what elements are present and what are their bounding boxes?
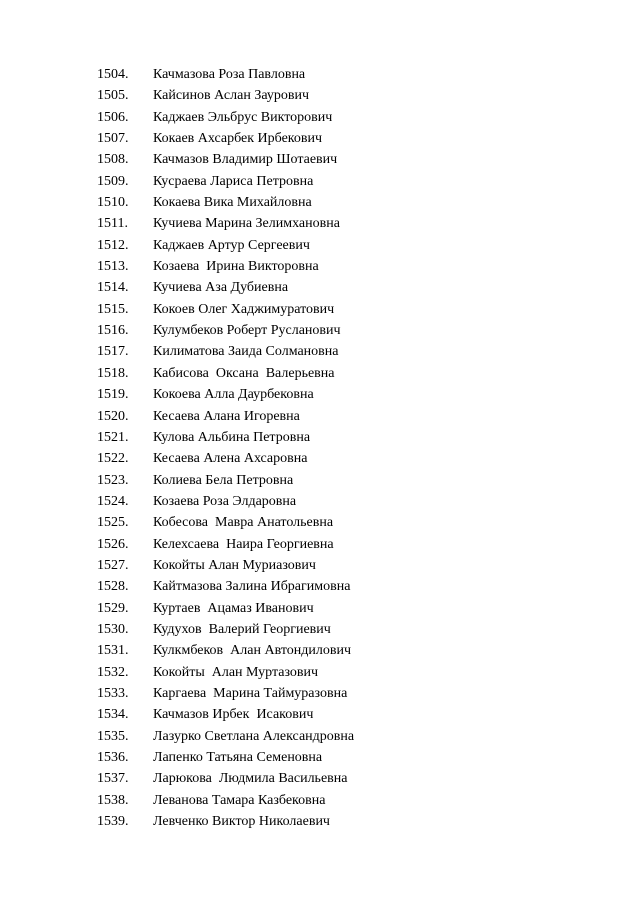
person-name: Каджаев Артур Сергеевич [153,237,310,253]
list-item [97,662,597,683]
person-name: Кучиева Марина Зелимхановна [153,216,340,232]
list-item [97,107,597,128]
list-item [97,213,597,234]
list-item [97,683,597,704]
person-name: Кесаева Алана Игоревна [153,408,300,424]
item-number: 1535. [97,728,129,744]
list-item [97,235,597,256]
list-item [97,576,597,597]
person-name: Колиева Бела Петровна [153,472,294,488]
person-name: Кулкмбеков Алан Автондилович [153,643,352,659]
person-name: Кабисова Оксана Валерьевна [153,365,335,381]
list-item [97,363,597,384]
item-number: 1532. [97,664,129,680]
person-name: Кесаева Алена Ахсаровна [153,451,308,467]
person-name: Леванова Тамара Казбековна [153,792,326,808]
list-item [97,704,597,725]
item-number: 1522. [97,451,129,467]
numbered-name-list [97,64,597,832]
list-item [97,790,597,811]
list-item [97,149,597,170]
person-name: Качмазов Владимир Шотаевич [153,152,338,168]
list-item [97,277,597,298]
list-item [97,427,597,448]
person-name: Кокойты Алан Муртазович [153,664,319,680]
list-item [97,512,597,533]
item-number: 1513. [97,259,129,275]
person-name: Лазурко Светлана Александровна [153,728,355,744]
person-name: Качмазова Роза Павловна [153,67,306,82]
list-item [97,299,597,320]
item-number: 1518. [97,365,129,381]
item-number: 1533. [97,685,129,701]
person-name: Левченко Виктор Николаевич [153,814,330,830]
list-item [97,384,597,405]
person-name: Кусраева Лариса Петровна [153,173,314,189]
item-number: 1539. [97,814,129,830]
list-item [97,619,597,640]
person-name: Килиматова Заида Солмановна [153,344,339,360]
item-number: 1528. [97,579,129,595]
list-item [97,320,597,341]
person-name: Кокоева Алла Даурбековна [153,387,314,403]
item-number: 1510. [97,195,129,211]
person-name: Кудухов Валерий Георгиевич [153,621,331,637]
list-item [97,811,597,832]
list-item [97,406,597,427]
list-item [97,256,597,277]
item-number: 1524. [97,493,129,509]
item-number: 1514. [97,280,129,296]
item-number: 1509. [97,173,129,189]
item-number: 1538. [97,792,129,808]
item-number: 1505. [97,88,129,104]
item-number: 1530. [97,621,129,637]
list-item [97,192,597,213]
person-name: Козаева Роза Элдаровна [153,493,297,509]
person-name: Кайтмазова Залина Ибрагимовна [153,579,351,595]
list-item [97,555,597,576]
item-number: 1534. [97,707,129,723]
item-number: 1525. [97,515,129,531]
person-name: Кобесова Мавра Анатольевна [153,515,334,531]
item-number: 1511. [97,216,128,232]
list-item [97,491,597,512]
item-number: 1521. [97,429,129,445]
person-name: Ларюкова Людмила Васильевна [153,771,348,787]
item-number: 1526. [97,536,129,552]
person-name: Кучиева Аза Дубиевна [153,280,289,296]
item-number: 1537. [97,771,129,787]
list-item [97,534,597,555]
person-name: Кулова Альбина Петровна [153,429,311,445]
item-number: 1536. [97,750,129,765]
list-item [97,128,597,149]
list-item [97,598,597,619]
person-name: Келехсаева Наира Георгиевна [153,536,334,552]
person-name: Кокаев Ахсарбек Ирбекович [153,131,323,147]
item-number: 1516. [97,323,129,339]
person-name: Качмазов Ирбек Исакович [153,707,314,723]
list-item [97,64,597,85]
person-name: Кулумбеков Роберт Русланович [153,323,341,339]
person-name: Козаева Ирина Викторовна [153,259,319,275]
list-item [97,470,597,491]
list-item [97,171,597,192]
item-number: 1529. [97,600,129,616]
item-number: 1508. [97,152,129,168]
list-item [97,640,597,661]
person-name: Лапенко Татьяна Семеновна [153,750,323,765]
person-name: Кокойты Алан Муриазович [153,557,316,573]
list-item [97,341,597,362]
person-name: Каджаев Эльбрус Викторович [153,109,333,125]
item-number: 1523. [97,472,129,488]
item-number: 1520. [97,408,129,424]
person-name: Кайсинов Аслан Заурович [153,88,309,104]
list-item [97,448,597,469]
item-number: 1517. [97,344,129,360]
item-number: 1531. [97,643,129,659]
item-number: 1519. [97,387,129,403]
person-name: Кокаева Вика Михайловна [153,195,312,211]
list-item [97,85,597,106]
list-item [97,747,597,768]
person-name: Каргаева Марина Таймуразовна [153,685,348,701]
item-number: 1506. [97,109,129,125]
item-number: 1512. [97,237,129,253]
item-number: 1507. [97,131,129,147]
item-number: 1504. [97,67,129,82]
person-name: Куртаев Ацамаз Иванович [153,600,314,616]
item-number: 1515. [97,301,129,317]
list-item [97,726,597,747]
list-item [97,768,597,789]
person-name: Кокоев Олег Хаджимуратович [153,301,335,317]
item-number: 1527. [97,557,129,573]
